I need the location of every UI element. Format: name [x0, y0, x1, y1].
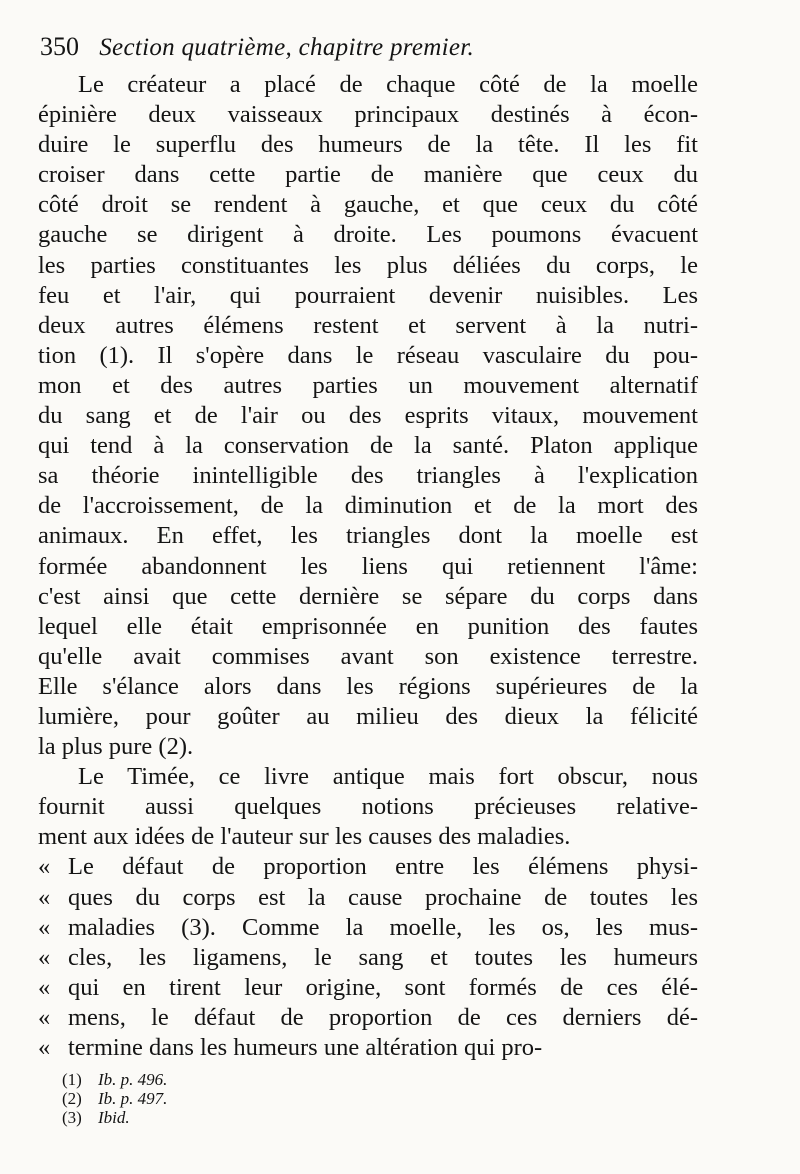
- text-line: côté droit se rendent à gauche, et que ceux du côté: [38, 191, 698, 219]
- text-line: mon et des autres parties un mouvement alternatif: [38, 371, 698, 399]
- footnote-text: Ib. p. 497.: [98, 1089, 168, 1108]
- quotation-text: mens, le défaut de proportion de ces derniers dé-: [68, 1003, 698, 1031]
- quotation-text: ques du corps est la cause prochaine de toutes les: [68, 883, 698, 911]
- quotation-text: termine dans les humeurs une altération qui pro-: [68, 1034, 543, 1061]
- footnote-text: Ib. p. 496.: [98, 1070, 168, 1089]
- text-line: la plus pure (2).: [38, 733, 194, 761]
- footnote-marker: (3): [62, 1108, 82, 1127]
- footnote: [62, 1070, 462, 1089]
- quotation-text: maladies (3). Comme la moelle, les os, les mus-: [68, 913, 698, 941]
- text-line: les parties constituantes les plus déliées du corps, le: [38, 251, 698, 279]
- quotation-text: cles, les ligamens, le sang et toutes les humeurs: [68, 943, 698, 971]
- quote-mark: «: [38, 913, 51, 941]
- quotation-block: [38, 852, 698, 1063]
- quote-mark: «: [38, 883, 51, 911]
- text-line: lequel elle était emprisonnée en punition des fautes: [38, 612, 698, 640]
- footnote-marker: (2): [62, 1089, 82, 1108]
- text-line: du sang et de l'air ou des esprits vitaux, mouvement: [38, 402, 698, 430]
- quotation-line: [38, 852, 698, 882]
- text-line: qui tend à la conservation de la santé. Platon applique: [38, 432, 698, 460]
- paragraph-1: [38, 70, 698, 762]
- quotation-text: qui en tirent leur origine, sont formés de ces élé-: [68, 973, 698, 1001]
- footnote: [62, 1108, 462, 1127]
- text-line: Elle s'élance alors dans les régions supérieures de la: [38, 672, 698, 700]
- quote-mark: «: [38, 1003, 51, 1031]
- quotation-line: [38, 1003, 698, 1033]
- text-line: duire le superflu des humeurs de la tête. Il les fit: [38, 131, 698, 159]
- quotation-line: [38, 913, 698, 943]
- text-line: de l'accroissement, de la diminution et de la mort des: [38, 492, 698, 520]
- text-line: fournit aussi quelques notions précieuses relative-: [38, 793, 698, 821]
- body-text: [38, 70, 698, 1063]
- text-line: lumière, pour goûter au milieu des dieux la félicité: [38, 702, 698, 730]
- quotation-line: [38, 883, 698, 913]
- text-line: tion (1). Il s'opère dans le réseau vasculaire du pou-: [38, 341, 698, 369]
- quote-mark: «: [38, 973, 51, 1001]
- text-line: ment aux idées de l'auteur sur les causes des maladies.: [38, 823, 571, 851]
- quote-mark: «: [38, 1034, 51, 1061]
- quotation-line: [38, 943, 698, 973]
- text-line: épinière deux vaisseaux principaux destinés à écon-: [38, 101, 698, 129]
- text-line: animaux. En effet, les triangles dont la moelle est: [38, 522, 698, 550]
- page-header: [40, 30, 760, 65]
- quote-mark: «: [38, 853, 51, 881]
- text-line: c'est ainsi que cette dernière se sépare du corps dans: [38, 582, 698, 610]
- footnote-text: Ibid.: [98, 1108, 130, 1127]
- text-line: sa théorie inintelligible des triangles à l'explication: [38, 462, 698, 490]
- quotation-text: Le défaut de proportion entre les élémens physi-: [68, 853, 698, 881]
- text-line: formée abandonnent les liens qui retiennent l'âme:: [38, 552, 698, 580]
- text-line: gauche se dirigent à droite. Les poumons évacuent: [38, 221, 698, 249]
- quotation-line: [38, 1033, 698, 1063]
- paragraph-2: [38, 762, 698, 852]
- text-line: Le créateur a placé de chaque côté de la moelle: [78, 71, 698, 98]
- text-line: feu et l'air, qui pourraient devenir nuisibles. Les: [38, 281, 698, 309]
- page-number: 350: [40, 32, 79, 61]
- running-head: Section quatrième, chapitre premier.: [99, 34, 475, 61]
- text-line: Le Timée, ce livre antique mais fort obscur, nous: [78, 763, 698, 791]
- footnote-marker: (1): [62, 1070, 82, 1089]
- text-line: deux autres élémens restent et servent à la nutri-: [38, 311, 698, 339]
- footnote: [62, 1089, 462, 1108]
- quotation-line: [38, 973, 698, 1003]
- footnotes: [62, 1070, 462, 1127]
- quote-mark: «: [38, 943, 51, 971]
- text-line: qu'elle avait commises avant son existence terrestre.: [38, 642, 698, 670]
- text-line: croiser dans cette partie de manière que ceux du: [38, 161, 698, 189]
